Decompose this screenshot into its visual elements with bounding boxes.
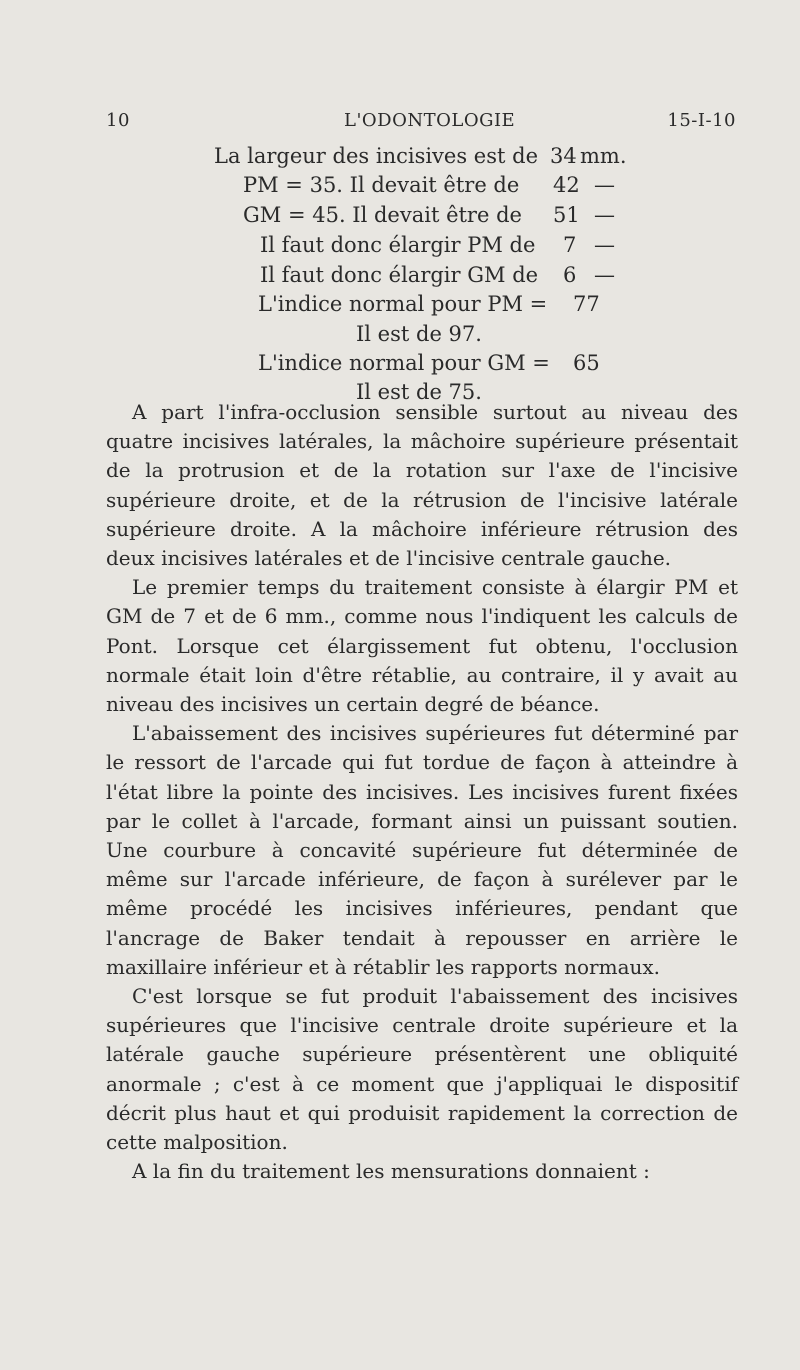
page-number: 10: [106, 110, 130, 131]
issue-date: 15-I-10: [667, 110, 736, 131]
paragraph: C'est lorsque se fut produit l'abaissement des incisives supérieures que l'incisive centrale droite supérieure et la latérale gauche supérieure présentèrent une obliquité anormale ; c'est à ce moment que j'appliquai le dispositif décrit plus haut et qui produisit rapidement la correction de cette malposition.: [106, 984, 738, 1155]
body-text: [106, 398, 738, 1186]
paragraph: A la fin du traitement les mensurations donnaient :: [132, 1159, 650, 1184]
book-page: 10 L'ODONTOLOGIE 15-I-10 La largeur des incisives est de 34 mm. PM = 35. Il devait être de 42 — GM = 45. Il devait être de 51 — Il faut donc élargir PM de 7 — Il faut donc élargir GM de 6 — L'indice normal pour PM = 77 Il est de 97. L'indice normal pour GM = 65 Il est de 75. A part l'infra-occlusion sensible surtout au niveau des quatre incisives latérales, la mâchoire supérieure présentait de la protrusion et de la rotation sur l'axe de l'incisive supérieure droite, et de la rétrusion de l'incisive latérale supérieure droite. A la mâchoire inférieure rétrusion des deux incisives latérales et de l'incisive centrale gauche. Le premier temps du traitement consiste à élargir PM et GM de 7 et de 6 mm., comme nous l'indiquent les calculs de Pont. Lorsque cet élargissement fut obtenu, l'occlusion normale était loin d'être rétablie, au contraire, il y avait au niveau des incisives un certain degré de béance. L'abaissement des incisives supérieures fut déterminé par le ressort de l'arcade qui fut tordue de façon à atteindre à l'état libre la pointe des incisives. Les incisives furent fixées par le collet à l'arcade, formant ainsi un puissant soutien. Une courbure à concavité supérieure fut déterminée de même sur l'arcade inférieure, de façon à surélever par le même procédé les incisives inférieures, pendant que l'ancrage de Baker tendait à repousser en arrière le maxillaire inférieur et à rétablir les rapports normaux. C'est lorsque se fut produit l'abaissement des incisives supérieures que l'incisive centrale droite supérieure et la latérale gauche supérieure présentèrent une obliquité anormale ; c'est à ce moment que j'appliquai le dispositif décrit plus haut et qui produisit rapidement la correction de cette malposition. A la fin du traitement les mensurations donnaient :: [0, 0, 800, 1370]
paragraph: L'abaissement des incisives supérieures fut déterminé par le ressort de l'arcade qui fut tordue de façon à atteindre à l'état libre la pointe des incisives. Les incisives furent fixées par le collet à l'arcade, formant ainsi un puissant soutien. Une courbure à concavité supérieure fut déterminée de même sur l'arcade inférieure, de façon à surélever par le même procédé les incisives inférieures, pendant que l'ancrage de Baker tendait à repousser en arrière le maxillaire inférieur et à rétablir les rapports normaux.: [106, 721, 738, 979]
running-header: [106, 110, 736, 136]
paragraph: Le premier temps du traitement consiste à élargir PM et GM de 7 et de 6 mm., comme nous l'indiquent les calculs de Pont. Lorsque cet élargissement fut obtenu, l'occlusion normale était loin d'être rétablie, au contraire, il y avait au niveau des incisives un certain degré de béance.: [106, 575, 738, 717]
paragraph: A part l'infra-occlusion sensible surtout au niveau des quatre incisives latérales, la mâchoire supérieure présentait de la protrusion et de la rotation sur l'axe de l'incisive supérieure droite, et de la rétrusion de l'incisive latérale supérieure droite. A la mâchoire inférieure rétrusion des deux incisives latérales et de l'incisive centrale gauche.: [106, 400, 738, 571]
journal-title: L'ODONTOLOGIE: [344, 110, 516, 131]
